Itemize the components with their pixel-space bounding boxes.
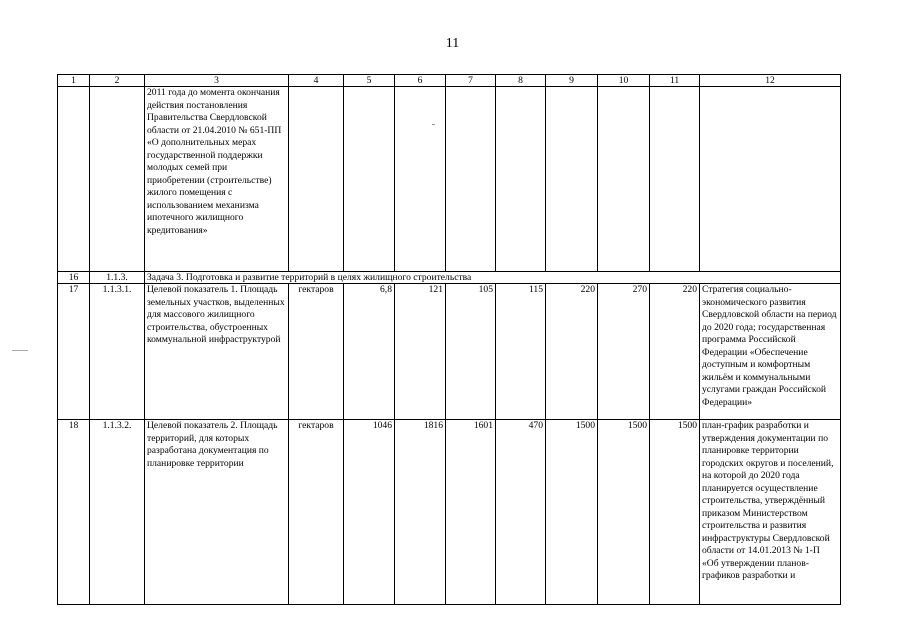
- row-code: 1.1.3.1.: [90, 284, 145, 420]
- unit: гектаров: [289, 420, 344, 605]
- value: 1500: [650, 420, 700, 605]
- value: 1601: [446, 420, 496, 605]
- unit: гектаров: [289, 284, 344, 420]
- value: 121: [395, 284, 446, 420]
- table-row-16: [58, 272, 841, 284]
- cell-text: 2011 года до момента окончания действия постановления Правительства Свердловской области от 21.04.2010 № 651-ПП «О дополнительных мерах государственной поддержки молодых семей при приобретении (строительстве) жилого помещения с использованием механизма ипотечного жилищного кредитования»: [145, 87, 289, 272]
- value: 1816: [395, 420, 446, 605]
- value: 105: [446, 284, 496, 420]
- scan-edge-mark: [12, 350, 28, 351]
- indicators-table: [57, 74, 841, 605]
- row-number: 18: [58, 420, 90, 605]
- task-heading: Задача 3. Подготовка и развитие территорий в целях жилищного строительства: [145, 272, 841, 284]
- indicator-name: Целевой показатель 1. Площадь земельных участков, выделенных для массового жилищного строительства, обустроенных коммунальной инфраструктурой: [145, 284, 289, 420]
- col-header: 1: [58, 75, 90, 87]
- header-row: [58, 75, 841, 87]
- row-number: 16: [58, 272, 90, 284]
- value: 6,8: [344, 284, 395, 420]
- table-row-continuation: [58, 87, 841, 272]
- value: 270: [598, 284, 650, 420]
- table-row-18: [58, 420, 841, 605]
- col-header: 12: [700, 75, 841, 87]
- page-number: 11: [445, 36, 460, 51]
- row-number: 17: [58, 284, 90, 420]
- value: 220: [546, 284, 598, 420]
- value: 220: [650, 284, 700, 420]
- col-header: 11: [650, 75, 700, 87]
- value: 1046: [344, 420, 395, 605]
- col-header: 2: [90, 75, 145, 87]
- value: 470: [496, 420, 546, 605]
- row-code: 1.1.3.: [90, 272, 145, 284]
- col-header: 4: [289, 75, 344, 87]
- col-header: 10: [598, 75, 650, 87]
- col-header: 6: [395, 75, 446, 87]
- col-header: 8: [496, 75, 546, 87]
- value: 1500: [598, 420, 650, 605]
- row-code: 1.1.3.2.: [90, 420, 145, 605]
- col-header: 9: [546, 75, 598, 87]
- value: 1500: [546, 420, 598, 605]
- source-text: Стратегия социально-экономического развития Свердловской области на период до 2020 года; государственная программа Российской Федерации «Обеспечение доступным и комфортным жильём и коммунальными услугами граждан Российской Федерации»: [700, 284, 841, 420]
- source-text: план-график разработки и утверждения документации по планировке территории городских округов и поселений, на которой до 2020 года планируется осуществление строительства, утверждённый приказом Министерством строительства и развития инфраструктуры Свердловской области от 14.01.2013 № 1-П «Об утверждении планов-графиков разработки и: [700, 420, 841, 605]
- col-header: 3: [145, 75, 289, 87]
- value: 115: [496, 284, 546, 420]
- table-row-17: [58, 284, 841, 420]
- indicator-name: Целевой показатель 2. Площадь территорий, для которых разработана документация по планировке территории: [145, 420, 289, 605]
- col-header: 7: [446, 75, 496, 87]
- col-header: 5: [344, 75, 395, 87]
